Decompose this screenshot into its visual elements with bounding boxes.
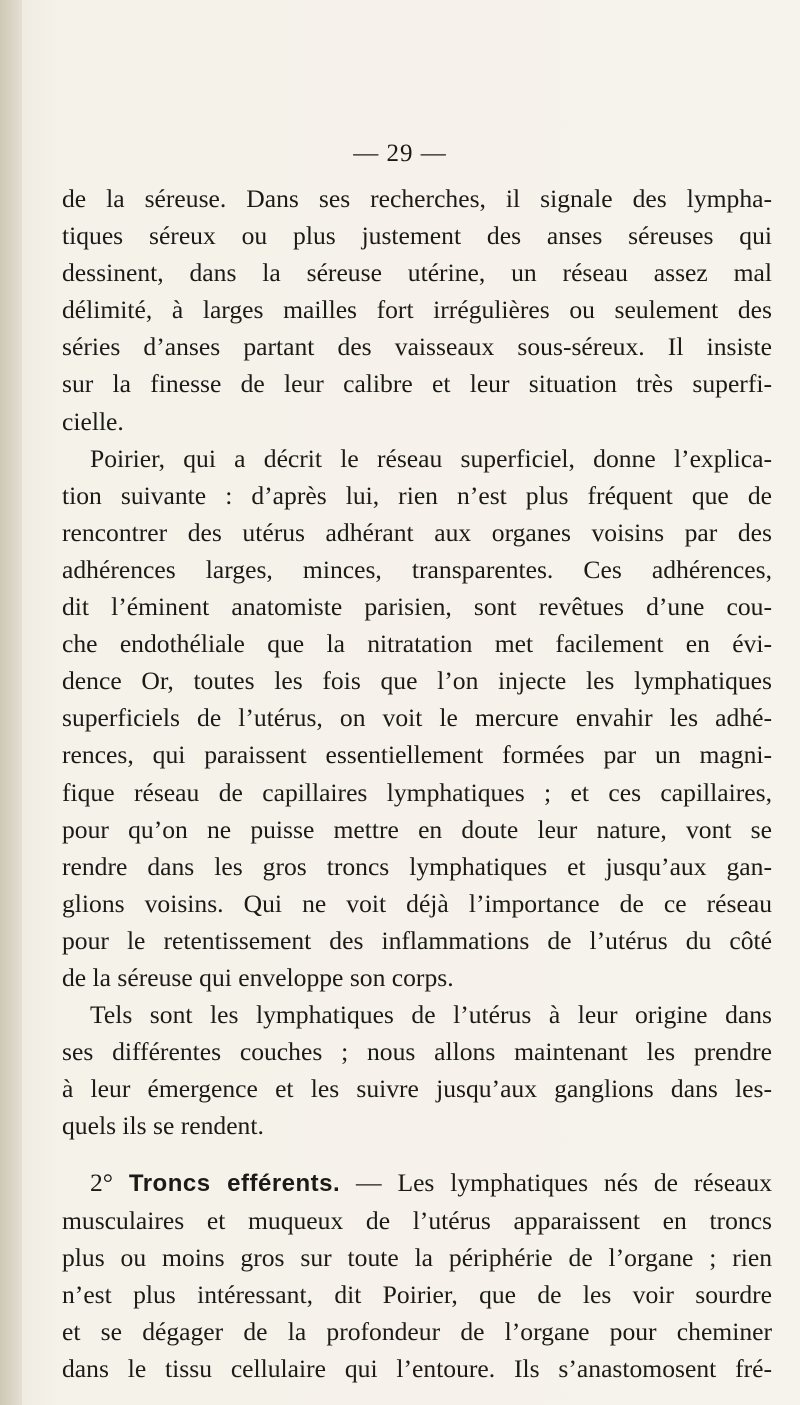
paragraph-3 (62, 996, 772, 1144)
paragraph-2 (62, 440, 772, 996)
text-line: de la séreuse. Dans ses recherches, il signale des lympha- (62, 184, 772, 213)
text-line: et se dégager de la profondeur de l’organe pour cheminer (62, 1316, 772, 1346)
text-line: musculaires et muqueux de l’utérus apparaissent en troncs (62, 1205, 772, 1235)
text-line: ses différentes couches ; nous allons maintenant les prendre (62, 1037, 772, 1067)
paragraph-1 (62, 180, 772, 440)
body-text (62, 180, 772, 1387)
text-line: pour le retentissement des inflammations de l’utérus du côté (62, 925, 772, 955)
page-binding-edge (0, 0, 22, 1405)
text-line: rencontrer des utérus adhérant aux organes voisins par des (62, 517, 772, 547)
text-line: Poirier, qui a décrit le réseau superficiel, donne l’explica- (90, 443, 772, 473)
text-line: dessinent, dans la séreuse utérine, un réseau assez mal (62, 258, 772, 288)
text-line: rendre dans les gros troncs lymphatiques et jusqu’aux gan- (62, 851, 772, 881)
section-troncs-efferents (62, 1164, 772, 1387)
text-line: rences, qui paraissent essentiellement formées par un magni- (62, 740, 772, 770)
text-line: sur la finesse de leur calibre et leur situation très superfi- (62, 369, 772, 399)
text-line: dence Or, toutes les fois que l’on injecte les lymphatiques (62, 666, 772, 696)
text-line: à leur émergence et les suivre jusqu’aux ganglions dans les- (62, 1074, 772, 1104)
section-number: 2° (90, 1168, 114, 1198)
text-line: dans le tissu cellulaire qui l’entoure. Ils s’anastomosent fré- (62, 1353, 772, 1383)
section-spacer (62, 1144, 772, 1164)
section-heading: Troncs efférents. (128, 1170, 341, 1198)
text-line: tiques séreux ou plus justement des anses séreuses qui (62, 221, 772, 251)
text-line: cielle. (62, 406, 124, 436)
text-line: séries d’anses partant des vaisseaux sous-séreux. Il insiste (62, 332, 772, 362)
text-line: quels ils se rendent. (62, 1111, 264, 1141)
text-line: n’est plus intéressant, dit Poirier, que de les voir sourdre (62, 1279, 772, 1309)
text-line: che endothéliale que la nitratation met facilement en évi- (62, 629, 772, 659)
text-line: adhérences larges, minces, transparentes. Ces adhérences, (62, 554, 772, 584)
text-line: délimité, à larges mailles fort irrégulières ou seulement des (62, 295, 772, 325)
text-line: glions voisins. Qui ne voit déjà l’importance de ce réseau (62, 888, 772, 918)
section-first-line (62, 1164, 772, 1201)
text-line: dit l’éminent anatomiste parisien, sont revêtues d’une cou- (62, 592, 772, 622)
text-line: pour qu’on ne puisse mettre en doute leur nature, vont se (62, 814, 772, 844)
section-first-line-text: — Les lymphatiques nés de réseaux (356, 1168, 773, 1198)
text-line: plus ou moins gros sur toute la périphérie de l’organe ; rien (62, 1242, 772, 1272)
text-line: tion suivante : d’après lui, rien n’est plus fréquent que de (62, 480, 772, 510)
text-line: superficiels de l’utérus, on voit le mercure envahir les adhé- (62, 703, 772, 733)
text-line: Tels sont les lymphatiques de l’utérus à leur origine dans (90, 1000, 772, 1030)
text-line: fique réseau de capillaires lymphatiques ; et ces capillaires, (62, 777, 772, 807)
page-number: — 29 — (353, 140, 447, 167)
text-line: de la séreuse qui enveloppe son corps. (62, 962, 454, 992)
